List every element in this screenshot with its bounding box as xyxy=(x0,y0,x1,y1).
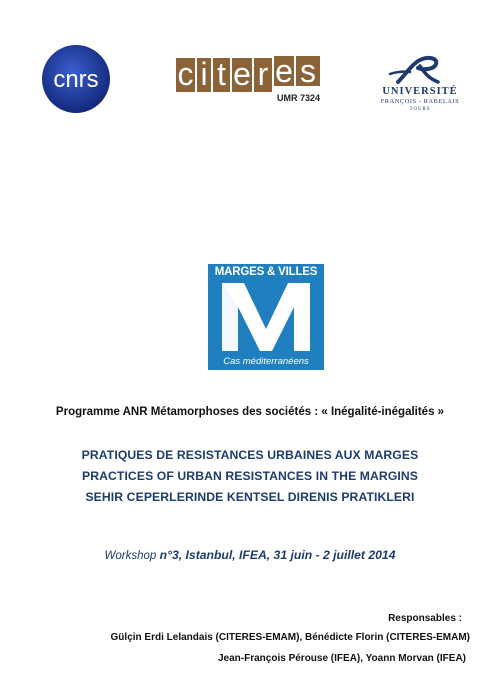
universite-city: TOURS xyxy=(409,107,431,112)
title-french: PRATIQUES DE RESISTANCES URBAINES AUX MARGES xyxy=(81,448,419,462)
title-turkish: SEHIR CEPERLERINDE KENTSEL DIRENIS PRATIKLERI xyxy=(85,490,415,504)
citeres-letter: e xyxy=(233,56,251,92)
citeres-umr-label: UMR 7324 xyxy=(276,93,320,103)
workshop-line xyxy=(0,548,500,562)
workshop-label: Workshop xyxy=(104,550,157,562)
citeres-letter: i xyxy=(197,58,211,92)
citeres-letter: s xyxy=(296,56,320,86)
title-english: PRACTICES OF URBAN RESISTANCES IN THE MARGINS xyxy=(81,469,419,483)
marges-villes-m-icon xyxy=(220,281,312,353)
cnrs-logo-text: cnrs xyxy=(53,66,99,93)
citeres-letter: r xyxy=(254,58,272,92)
citeres-letter: t xyxy=(213,58,230,92)
citeres-logo xyxy=(176,53,322,103)
universite-emblem-icon xyxy=(376,54,464,86)
marges-villes-logo xyxy=(208,264,324,370)
workshop-details: n°3, Istanbul, IFEA, 31 juin - 2 juillet 2014 xyxy=(156,548,396,562)
responsables-line-1: Gülçin Erdi Lelandais (CITERES-EMAM), Bénédicte Florin (CITERES-EMAM) xyxy=(110,632,470,643)
universite-logo xyxy=(376,54,464,116)
cnrs-logo xyxy=(41,44,111,114)
citeres-letter: e xyxy=(275,53,293,89)
responsables-label: Responsables : xyxy=(388,613,462,624)
universite-name: UNIVERSITÉ xyxy=(382,86,458,97)
responsables-line-2: Jean-François Pérouse (IFEA), Yoann Morvan (IFEA) xyxy=(217,653,466,664)
marges-villes-caption: Cas méditerranéens xyxy=(223,356,309,367)
universite-subname: FRANÇOIS - RABELAIS xyxy=(380,98,460,105)
citeres-letter: c xyxy=(177,56,194,92)
programme-line: Programme ANR Métamorphoses des sociétés : « Inégalité-inégalités » xyxy=(55,406,445,418)
marges-villes-title: MARGES & VILLES xyxy=(214,266,318,278)
